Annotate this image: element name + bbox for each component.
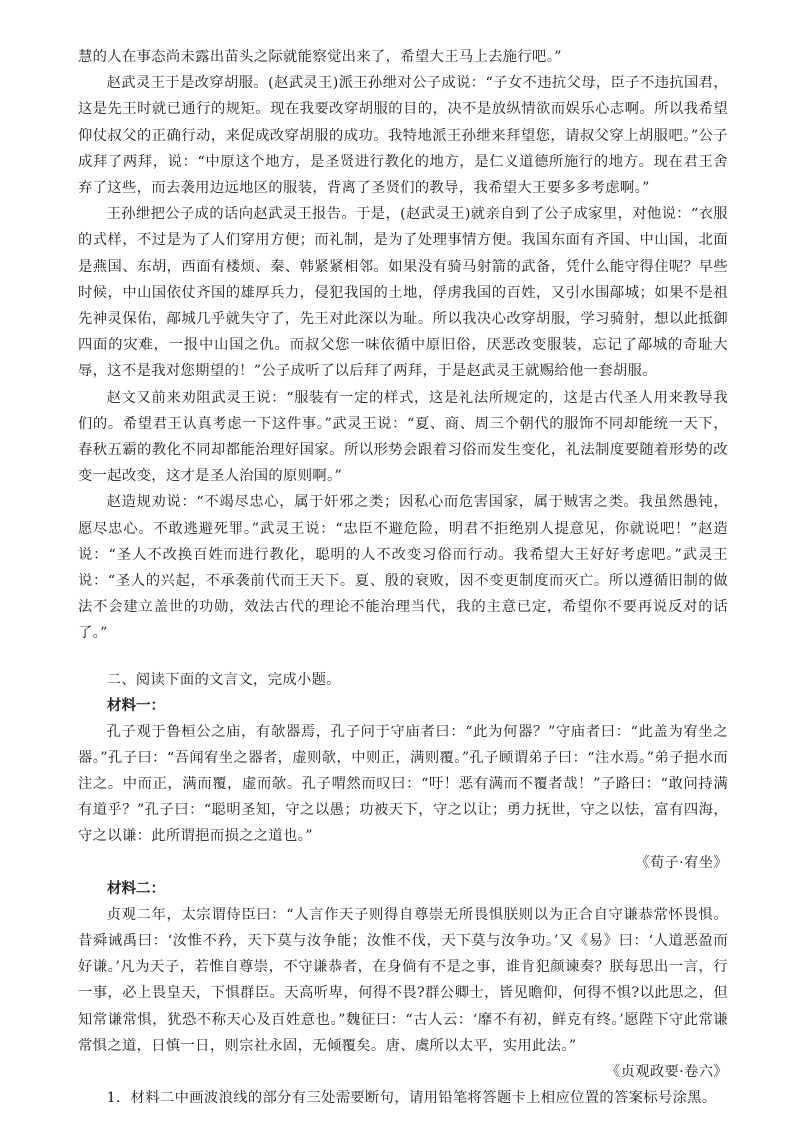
translation-paragraph: 王孙绁把公子成的话向赵武灵王报告。于是，(赵武灵王)就亲自到了公子成家里，对他说：“衣服的式样，不过是为了人们穿用方便；而礼制，是为了处理事情方便。我国东面有齐国、中山国，北面是燕国、东胡，西面有楼烦、秦、韩紧紧相邻。如果没有骑马射箭的武备，凭什么能守得住呢？早些时候，中山国依仗齐国的雄厚兵力，侵犯我国的土地，俘虏我国的百姓，又引水围鄗城；如果不是祖先神灵保佑，鄗城几乎就失守了，先王对此深以为耻。所以我决心改穿胡服，学习骑射，想以此抵御四面的灾难，一报中山国之仇。而叔父您一味依循中原旧俗，厌恶改变服装，忘记了鄗城的奇耻大辱，这不是我对您期望的！”公子成听了以后拜了两拜，于是赵武灵王就赐给他一套胡服。 xyxy=(78,206,728,380)
material-two-label: 材料二： xyxy=(107,880,165,897)
question-one: 1．材料二中画波浪线的部分有三处需要断句，请用铅笔将答题卡上相应位置的答案标号涂黑。 xyxy=(106,1089,717,1106)
section-heading: 二、阅读下面的文言文，完成小题。 xyxy=(106,671,341,688)
material-two-source: 《贞观政要·卷六》 xyxy=(605,1063,728,1080)
translation-paragraph: 慧的人在事态尚未露出苗头之际就能察觉出来了，希望大王马上去施行吧。” xyxy=(78,49,562,65)
translation-paragraph: 赵文又前来劝阻武灵王说：“服装有一定的样式，这是礼法所规定的，这是古代圣人用来教导我们的。希望君王认真考虑一下这件事。”武灵王说：“夏、商、周三个朝代的服饰不同却能统一天下，春秋五霸的教化不同却都能治理好国家。所以形势会跟着习俗而发生变化，礼法制度要随着形势的改变一起改变，这才是圣人治国的原则啊。” xyxy=(78,389,728,485)
reading-section xyxy=(78,667,728,1111)
material-two-text: 贞观二年，太宗谓侍臣曰：“人言作天子则得自尊崇无所畏惧朕则以为正合自守谦恭常怀畏惧。昔舜诫禹曰：‘汝惟不矜，天下莫与汝争能；汝惟不伐，天下莫与汝争功。’又《易》曰：‘人道恶盈而好谦。’凡为天子，若惟自尊崇，不守谦恭者，在身倘有不是之事，谁肯犯颜谏奏？朕每思出一言，行一事，必上畏皇天，下惧群臣。天高听卑，何得不畏?群公卿士，皆见瞻仰，何得不惧?以此思之，但知常谦常惧，犹恐不称天心及百姓意也。”魏征曰：“古人云：‘靡不有初，鲜克有终。’愿陛下守此常谦常惧之道，日慎一日，则宗社永固，无倾覆矣。唐、虞所以太平，实用此法。” xyxy=(78,906,728,1054)
material-one-source: 《荀子·宥坐》 xyxy=(635,854,728,871)
translation-paragraph: 赵武灵王于是改穿胡服。(赵武灵王)派王孙绁对公子成说：“子女不违抗父母，臣子不违抗国君，这是先王时就已通行的规矩。现在我要改穿胡服的目的，决不是放纵情欲而娱乐心志啊。所以我希望仰仗叔父的正确行动，来促成改穿胡服的成功。我特地派王孙绁来拜望您，请叔父穿上胡服吧。”公子成拜了两拜，说：“中原这个地方，是圣贤进行教化的地方，是仁义道德所施行的地方。现在君王舍弃了这些，而去袭用边远地区的服装，背离了圣贤们的教导，我希望大王要多多考虑啊。” xyxy=(78,75,728,197)
material-one-label: 材料一： xyxy=(107,697,165,714)
translation-paragraph: 赵造规劝说：“不竭尽忠心，属于奸邪之类；因私心而危害国家，属于贼害之类。我虽然愚钝，愿尽忠心。不敢逃避死罪。”武灵王说：“忠臣不避危险，明君不拒绝别人提意见，你就说吧！”赵造说：“圣人不改换百姓而进行教化，聪明的人不改变习俗而行动。我希望大王好好考虑吧。”武灵王说：“圣人的兴起，不承袭前代而王天下。夏、殷的衰败，因不变更制度而灭亡。所以遵循旧制的做法不会建立盖世的功勋，效法古代的理论不能治理当代，我的主意已定，希望你不要再说反对的话了。” xyxy=(78,494,728,642)
translation-section xyxy=(78,44,728,647)
material-one-text: 孔子观于鲁桓公之庙，有欹器焉，孔子问于守庙者曰：“此为何器？”守庙者曰：“此盖为宥坐之器。”孔子曰：“吾闻宥坐之器者，虚则欹，中则正，满则覆。”孔子顾谓弟子曰：“注水焉。”弟子挹水而注之。中而正，满而覆，虚而欹。孔子喟然而叹曰：“吁！恶有满而不覆者哉！”子路曰：“敢问持满有道乎？”孔子曰：“聪明圣知，守之以愚；功被天下，守之以让；勇力抚世，守之以怯，富有四海，守之以谦：此所谓挹而损之之道也。” xyxy=(78,723,728,845)
